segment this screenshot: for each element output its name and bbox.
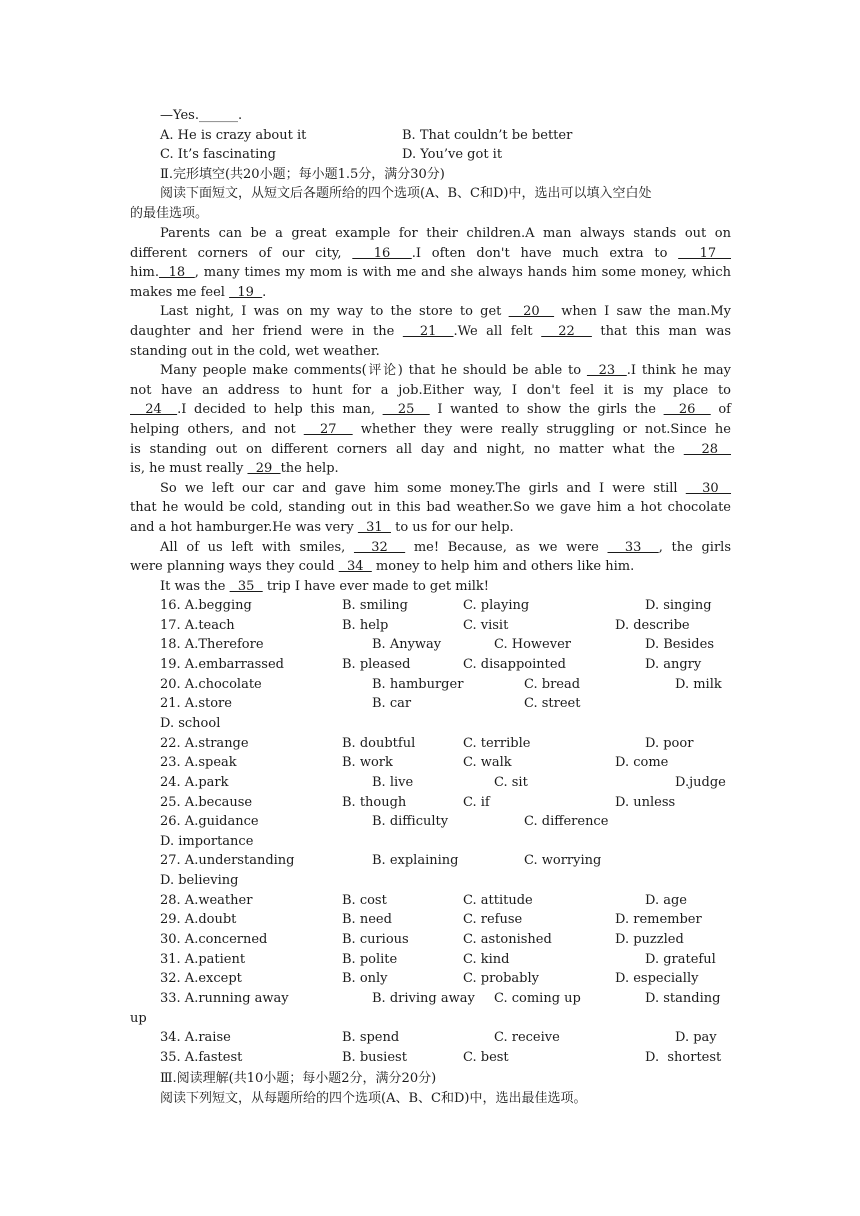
option-18-d: D. Besides	[645, 637, 714, 653]
passage-line: makes me feel 19 .	[130, 284, 267, 300]
option-25-c: C. if	[463, 794, 490, 810]
option-18-b: B. Anyway	[372, 637, 442, 653]
option-35-b: B. busiest	[342, 1049, 407, 1065]
prev-option-c: C. It’s fascinating	[160, 147, 276, 162]
option-28-b: B. cost	[342, 892, 387, 908]
passage-line: All of us left with smiles, 32 me! Because, as we were 33 , the girls	[160, 539, 731, 555]
blank-23: 23	[586, 363, 627, 379]
blank-25: 25	[382, 402, 430, 418]
option-19-c: C. disappointed	[463, 656, 566, 672]
passage-line: daughter and her friend were in the 21 .We all felt 22 that this man was	[130, 324, 731, 339]
option-35-a: 35. A.fastest	[160, 1049, 243, 1065]
option-30-a: 30. A.concerned	[160, 932, 268, 948]
passage-line: not have an address to hunt for a job.Either way, I don't feel it is my place to	[130, 382, 731, 398]
blank-19: 19	[229, 284, 263, 300]
option-33-d: D. standing	[645, 991, 721, 1006]
option-31-c: C. kind	[463, 951, 510, 967]
option-23-a: 23. A.speak	[160, 755, 237, 771]
option-28-d: D. age	[645, 892, 687, 908]
option-17-a: 17. A.teach	[160, 617, 235, 633]
option-32-b: B. only	[342, 971, 388, 987]
blank-30: 30	[685, 480, 732, 496]
option-27-a: 27. A.understanding	[160, 853, 295, 869]
option-17-b: B. help	[342, 617, 389, 633]
prev-answer-line: —Yes.______.	[160, 108, 243, 123]
option-27-c: C. worrying	[524, 853, 602, 869]
option-29-d: D. remember	[615, 912, 702, 928]
option-19-d: D. angry	[645, 656, 702, 672]
option-27-d: D. believing	[160, 873, 239, 889]
blank-35: 35	[229, 578, 263, 594]
passage-line: So we left our car and gave him some money.The girls and I were still 30	[160, 480, 732, 496]
section2-instruction-cont: 的最佳选项。	[130, 206, 209, 221]
option-32-a: 32. A.except	[160, 971, 242, 987]
option-31-d: D. grateful	[645, 951, 716, 967]
blank-32: 32	[353, 539, 406, 555]
option-23-b: B. work	[342, 755, 393, 771]
option-18-a: 18. A.Therefore	[160, 637, 264, 653]
option-16-a: 16. A.begging	[160, 598, 252, 613]
blank-20: 20	[508, 304, 555, 320]
passage-line: helping others, and not 27 whether they were really struggling or not.Since he	[130, 422, 731, 437]
blank-16: 16	[352, 245, 412, 261]
option-32-d: D. especially	[615, 971, 699, 987]
option-18-c: C. However	[494, 637, 571, 653]
option-34-b: B. spend	[342, 1030, 400, 1046]
option-21-d: D. school	[160, 715, 221, 731]
option-22-a: 22. A.strange	[160, 735, 249, 751]
option-26-a: 26. A.guidance	[160, 814, 259, 830]
option-16-d: D. singing	[645, 598, 712, 613]
option-34-d: D. pay	[675, 1030, 717, 1046]
option-33-d-wrap: up	[130, 1010, 147, 1026]
blank-33: 33	[607, 539, 659, 555]
passage-line: 24 .I decided to help this man, 25 I wanted to show the girls the 26 of	[130, 402, 731, 418]
option-33-b: B. driving away	[372, 991, 475, 1006]
option-24-c: C. sit	[494, 774, 528, 790]
passage-line: and a hot hamburger.He was very 31 to us for our help.	[130, 520, 514, 535]
option-28-c: C. attitude	[463, 892, 533, 908]
option-31-b: B. polite	[342, 951, 398, 967]
option-35-d: D. shortest	[645, 1049, 722, 1065]
option-23-c: C. walk	[463, 755, 512, 771]
option-16-b: B. smiling	[342, 598, 408, 613]
blank-27: 27	[303, 422, 353, 437]
option-27-b: B. explaining	[372, 853, 459, 869]
option-30-d: D. puzzled	[615, 932, 684, 948]
option-22-c: C. terrible	[463, 735, 531, 751]
option-22-d: D. poor	[645, 735, 694, 751]
option-23-d: D. come	[615, 755, 669, 771]
section3-heading: Ⅲ.阅读理解(共10小题；每小题2分，满分20分)	[160, 1071, 437, 1086]
passage-line: that he would be cold, standing out in this bad weather.So we gave him a hot chocolate	[130, 500, 731, 516]
passage-line: standing out in the cold, wet weather.	[130, 343, 380, 359]
option-28-a: 28. A.weather	[160, 892, 253, 908]
blank-29: 29	[247, 461, 281, 477]
option-31-a: 31. A.patient	[160, 951, 246, 967]
passage-line: him. 18 , many times my mom is with me and she always hands him some money, which	[130, 265, 731, 281]
passage-line: It was the 35 trip I have ever made to get milk!	[160, 578, 490, 594]
prev-option-b: B. That couldn’t be better	[402, 128, 573, 143]
option-26-c: C. difference	[524, 814, 609, 830]
option-20-d: D. milk	[675, 676, 722, 692]
option-17-c: C. visit	[463, 617, 509, 633]
option-26-b: B. difficulty	[372, 814, 449, 830]
passage-line: Parents can be a great example for their children.A man always stands out on	[160, 226, 731, 241]
option-29-c: C. refuse	[463, 912, 523, 928]
option-20-c: C. bread	[524, 676, 581, 692]
option-32-c: C. probably	[463, 971, 540, 987]
prev-option-a: A. He is crazy about it	[160, 128, 307, 143]
option-19-a: 19. A.embarrassed	[160, 656, 284, 672]
option-29-a: 29. A.doubt	[160, 912, 237, 928]
option-21-a: 21. A.store	[160, 696, 232, 712]
option-25-a: 25. A.because	[160, 794, 253, 810]
section3-instruction: 阅读下列短文，从每题所给的四个选项(A、B、C和D)中，选出最佳选项。	[160, 1091, 587, 1106]
blank-31: 31	[357, 520, 391, 535]
option-20-a: 20. A.chocolate	[160, 676, 262, 692]
option-16-c: C. playing	[463, 598, 530, 613]
blank-18: 18	[159, 265, 195, 281]
option-24-b: B. live	[372, 774, 414, 790]
option-21-c: C. street	[524, 696, 581, 712]
passage-line: were planning ways they could 34 money to help him and others like him.	[130, 559, 635, 575]
option-35-c: C. best	[463, 1049, 509, 1065]
prev-option-d: D. You’ve got it	[402, 147, 503, 162]
passage-line: is standing out on different corners all day and night, no matter what the 28	[130, 441, 731, 457]
option-30-b: B. curious	[342, 932, 409, 948]
option-33-a: 33. A.running away	[160, 991, 289, 1006]
option-24-d: D.judge	[675, 774, 726, 790]
passage-line: different corners of our city, 16 .I often don't have much extra to 17	[130, 245, 731, 261]
option-34-a: 34. A.raise	[160, 1030, 231, 1046]
passage-line: is, he must really 29 the help.	[130, 461, 339, 477]
blank-34: 34	[338, 559, 372, 575]
passage-line: Many people make comments(评论) that he should be able to 23 .I think he may	[160, 363, 731, 379]
blank-26: 26	[663, 402, 711, 418]
option-20-b: B. hamburger	[372, 676, 464, 692]
option-24-a: 24. A.park	[160, 774, 229, 790]
blank-21: 21	[402, 324, 454, 339]
blank-22: 22	[541, 324, 592, 339]
section2-instruction: 阅读下面短文，从短文后各题所给的四个选项(A、B、C和D)中，选出可以填入空白处	[160, 186, 652, 201]
option-33-c: C. coming up	[494, 991, 581, 1006]
blank-17: 17	[678, 245, 731, 261]
option-25-d: D. unless	[615, 794, 676, 810]
option-30-c: C. astonished	[463, 932, 552, 948]
option-21-b: B. car	[372, 696, 412, 712]
option-17-d: D. describe	[615, 617, 690, 633]
option-22-b: B. doubtful	[342, 735, 416, 751]
section2-heading: Ⅱ.完形填空(共20小题；每小题1.5分，满分30分)	[160, 167, 445, 182]
option-25-b: B. though	[342, 794, 407, 810]
option-26-d: D. importance	[160, 833, 254, 849]
passage-line: Last night, I was on my way to the store to get 20 when I saw the man.My	[160, 304, 731, 320]
blank-24: 24	[130, 402, 178, 418]
option-29-b: B. need	[342, 912, 392, 928]
option-34-c: C. receive	[494, 1030, 560, 1046]
option-19-b: B. pleased	[342, 656, 411, 672]
blank-28: 28	[683, 441, 731, 457]
